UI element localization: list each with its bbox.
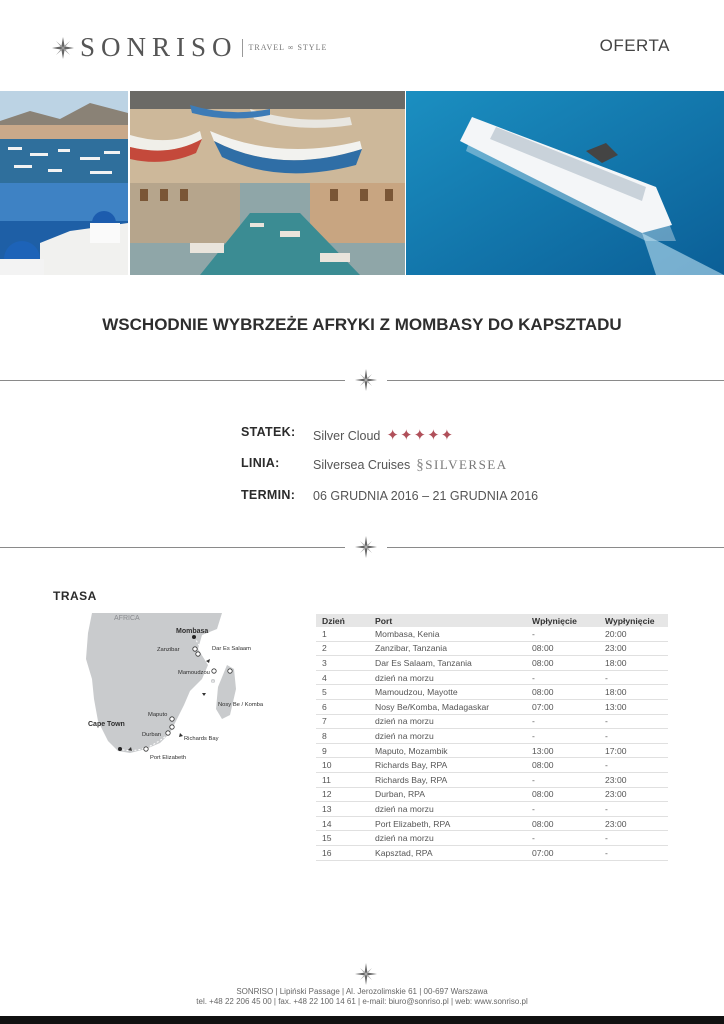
map-port-dot xyxy=(196,652,200,656)
term-label: TERMIN: xyxy=(241,488,296,502)
map-port-label: Zanzibar xyxy=(157,647,180,653)
term-value: 06 GRUDNIA 2016 – 21 GRUDNIA 2016 xyxy=(313,489,539,503)
table-row xyxy=(316,656,668,671)
compass-rose-icon xyxy=(355,369,377,391)
map-port-dot xyxy=(170,725,174,729)
ship-value xyxy=(313,426,454,444)
table-row xyxy=(316,729,668,744)
line-label: LINIA: xyxy=(241,456,280,470)
footer-contact: tel. +48 22 206 45 00 | fax. +48 22 100 14 61 | e-mail: biuro@sonriso.pl | web: www.sonriso.pl xyxy=(196,997,528,1006)
cell-arrival: - xyxy=(526,802,599,817)
divider-right xyxy=(387,380,724,381)
cell-departure: - xyxy=(599,670,668,685)
cell-port: Port Elizabeth, RPA xyxy=(369,816,526,831)
cell-port: Maputo, Mozambik xyxy=(369,743,526,758)
table-row xyxy=(316,758,668,773)
cell-port: dzień na morzu xyxy=(369,714,526,729)
footer-address: SONRISO | Lipiński Passage | Al. Jerozolimskie 61 | 00-697 Warszawa xyxy=(236,987,488,996)
table-row xyxy=(316,772,668,787)
cell-departure: 17:00 xyxy=(599,743,668,758)
table-row xyxy=(316,641,668,656)
cell-departure: 23:00 xyxy=(599,816,668,831)
cell-port: dzień na morzu xyxy=(369,831,526,846)
brand-tagline: TRAVEL ∞ STYLE xyxy=(248,43,328,52)
table-row xyxy=(316,714,668,729)
cell-departure: 23:00 xyxy=(599,787,668,802)
cell-port: Mamoudzou, Mayotte xyxy=(369,685,526,700)
table-row xyxy=(316,743,668,758)
map-port-label: Port Elizabeth xyxy=(150,755,187,761)
cell-port: Kapsztad, RPA xyxy=(369,845,526,860)
divider-right xyxy=(387,547,724,548)
brand-name: SONRISO xyxy=(80,32,238,62)
cell-port: Zanzibar, Tanzania xyxy=(369,641,526,656)
cell-arrival: 07:00 xyxy=(526,699,599,714)
cell-departure: 23:00 xyxy=(599,641,668,656)
map-port-label: Richards Bay xyxy=(184,736,219,742)
map-port-label: Nosy Be / Komba xyxy=(218,702,264,708)
table-row xyxy=(316,816,668,831)
cell-arrival: - xyxy=(526,831,599,846)
cell-departure: 13:00 xyxy=(599,699,668,714)
cell-day: 2 xyxy=(316,641,369,656)
footer xyxy=(0,987,724,1007)
map-port-dot xyxy=(170,717,174,721)
cell-port: Durban, RPA xyxy=(369,787,526,802)
map-port-dot xyxy=(228,669,232,673)
cell-departure: - xyxy=(599,758,668,773)
cell-day: 8 xyxy=(316,729,369,744)
table-row xyxy=(316,627,668,641)
cell-arrival: 08:00 xyxy=(526,816,599,831)
bottom-bar xyxy=(0,1016,724,1024)
cell-arrival: - xyxy=(526,729,599,744)
cell-departure: - xyxy=(599,831,668,846)
cell-day: 10 xyxy=(316,758,369,773)
cell-port: Mombasa, Kenia xyxy=(369,627,526,641)
cell-day: 6 xyxy=(316,699,369,714)
cell-day: 4 xyxy=(316,670,369,685)
map-port-label: Cape Town xyxy=(88,721,125,728)
cell-day: 11 xyxy=(316,772,369,787)
photo-venice-canal xyxy=(130,183,405,275)
cell-port: Richards Bay, RPA xyxy=(369,772,526,787)
photo-beach-boats xyxy=(130,91,405,183)
cell-day: 14 xyxy=(316,816,369,831)
col-header-departure: Wypłynięcie xyxy=(599,614,668,627)
map-port-label: Maputo xyxy=(148,712,168,718)
cell-departure: 18:00 xyxy=(599,685,668,700)
cell-port: dzień na morzu xyxy=(369,802,526,817)
document-type: OFERTA xyxy=(599,36,670,55)
table-row xyxy=(316,787,668,802)
map-port-label: Durban xyxy=(142,732,162,738)
route-heading: TRASA xyxy=(53,589,97,603)
col-header-arrival: Wpłynięcie xyxy=(526,614,599,627)
map-port-dot xyxy=(212,669,216,673)
ship-label: STATEK: xyxy=(241,425,296,439)
cell-departure: - xyxy=(599,729,668,744)
route-map xyxy=(52,609,292,779)
map-port-label: Mamoudzou xyxy=(178,670,210,676)
cell-arrival: - xyxy=(526,714,599,729)
cell-port: Richards Bay, RPA xyxy=(369,758,526,773)
divider-left xyxy=(0,547,345,548)
cell-port: dzień na morzu xyxy=(369,670,526,685)
line-value xyxy=(313,457,508,474)
table-row xyxy=(316,802,668,817)
cell-departure: 23:00 xyxy=(599,772,668,787)
table-row xyxy=(316,699,668,714)
logo-divider xyxy=(242,39,243,57)
cell-day: 1 xyxy=(316,627,369,641)
map-port-dot xyxy=(193,647,197,651)
cell-arrival: - xyxy=(526,670,599,685)
photo-cruise-ship xyxy=(406,91,724,275)
cell-arrival: - xyxy=(526,772,599,787)
map-port-dot xyxy=(192,635,196,639)
cell-arrival: 08:00 xyxy=(526,758,599,773)
table-row xyxy=(316,685,668,700)
cell-day: 3 xyxy=(316,656,369,671)
col-header-port: Port xyxy=(369,614,526,627)
cell-day: 9 xyxy=(316,743,369,758)
cell-arrival: 08:00 xyxy=(526,685,599,700)
rating-stars-icon: ✦✦✦✦✦ xyxy=(386,427,455,444)
table-header-row xyxy=(316,614,668,627)
cell-port: Dar Es Salaam, Tanzania xyxy=(369,656,526,671)
cell-departure: 20:00 xyxy=(599,627,668,641)
table-row xyxy=(316,845,668,860)
cell-departure: - xyxy=(599,845,668,860)
photo-santorini xyxy=(0,183,128,275)
cell-day: 16 xyxy=(316,845,369,860)
cell-day: 13 xyxy=(316,802,369,817)
cell-port: dzień na morzu xyxy=(369,729,526,744)
cell-day: 15 xyxy=(316,831,369,846)
cell-departure: - xyxy=(599,802,668,817)
table-row xyxy=(316,831,668,846)
cell-departure: 18:00 xyxy=(599,656,668,671)
col-header-day: Dzień xyxy=(316,614,369,627)
cell-day: 7 xyxy=(316,714,369,729)
cell-departure: - xyxy=(599,714,668,729)
cell-port: Nosy Be/Komba, Madagaskar xyxy=(369,699,526,714)
cell-arrival: 13:00 xyxy=(526,743,599,758)
cell-arrival: - xyxy=(526,627,599,641)
itinerary-body xyxy=(316,627,668,860)
cruise-line-name: Silversea Cruises xyxy=(313,458,411,472)
silversea-logo: §SILVERSEA xyxy=(416,457,508,473)
compass-rose-icon xyxy=(355,536,377,558)
compass-rose-icon xyxy=(355,963,377,985)
page-title: WSCHODNIE WYBRZEŻE AFRYKI Z MOMBASY DO KAPSZTADU xyxy=(102,315,622,334)
photo-harbor xyxy=(0,91,128,183)
cell-arrival: 08:00 xyxy=(526,641,599,656)
map-port-label: Dar Es Salaam xyxy=(212,646,251,652)
ship-name: Silver Cloud xyxy=(313,429,381,443)
cell-arrival: 07:00 xyxy=(526,845,599,860)
cell-day: 12 xyxy=(316,787,369,802)
map-port-dot xyxy=(166,731,170,735)
compass-rose-icon xyxy=(52,37,74,59)
cell-arrival: 08:00 xyxy=(526,787,599,802)
cell-day: 5 xyxy=(316,685,369,700)
map-region-label: AFRICA xyxy=(114,615,140,622)
map-port-dot xyxy=(144,747,148,751)
map-port-label: Mombasa xyxy=(176,628,209,635)
map-port-dot xyxy=(118,747,122,751)
divider-left xyxy=(0,380,345,381)
itinerary-table xyxy=(316,614,668,861)
table-row xyxy=(316,670,668,685)
cell-arrival: 08:00 xyxy=(526,656,599,671)
brand-logo xyxy=(52,32,327,63)
